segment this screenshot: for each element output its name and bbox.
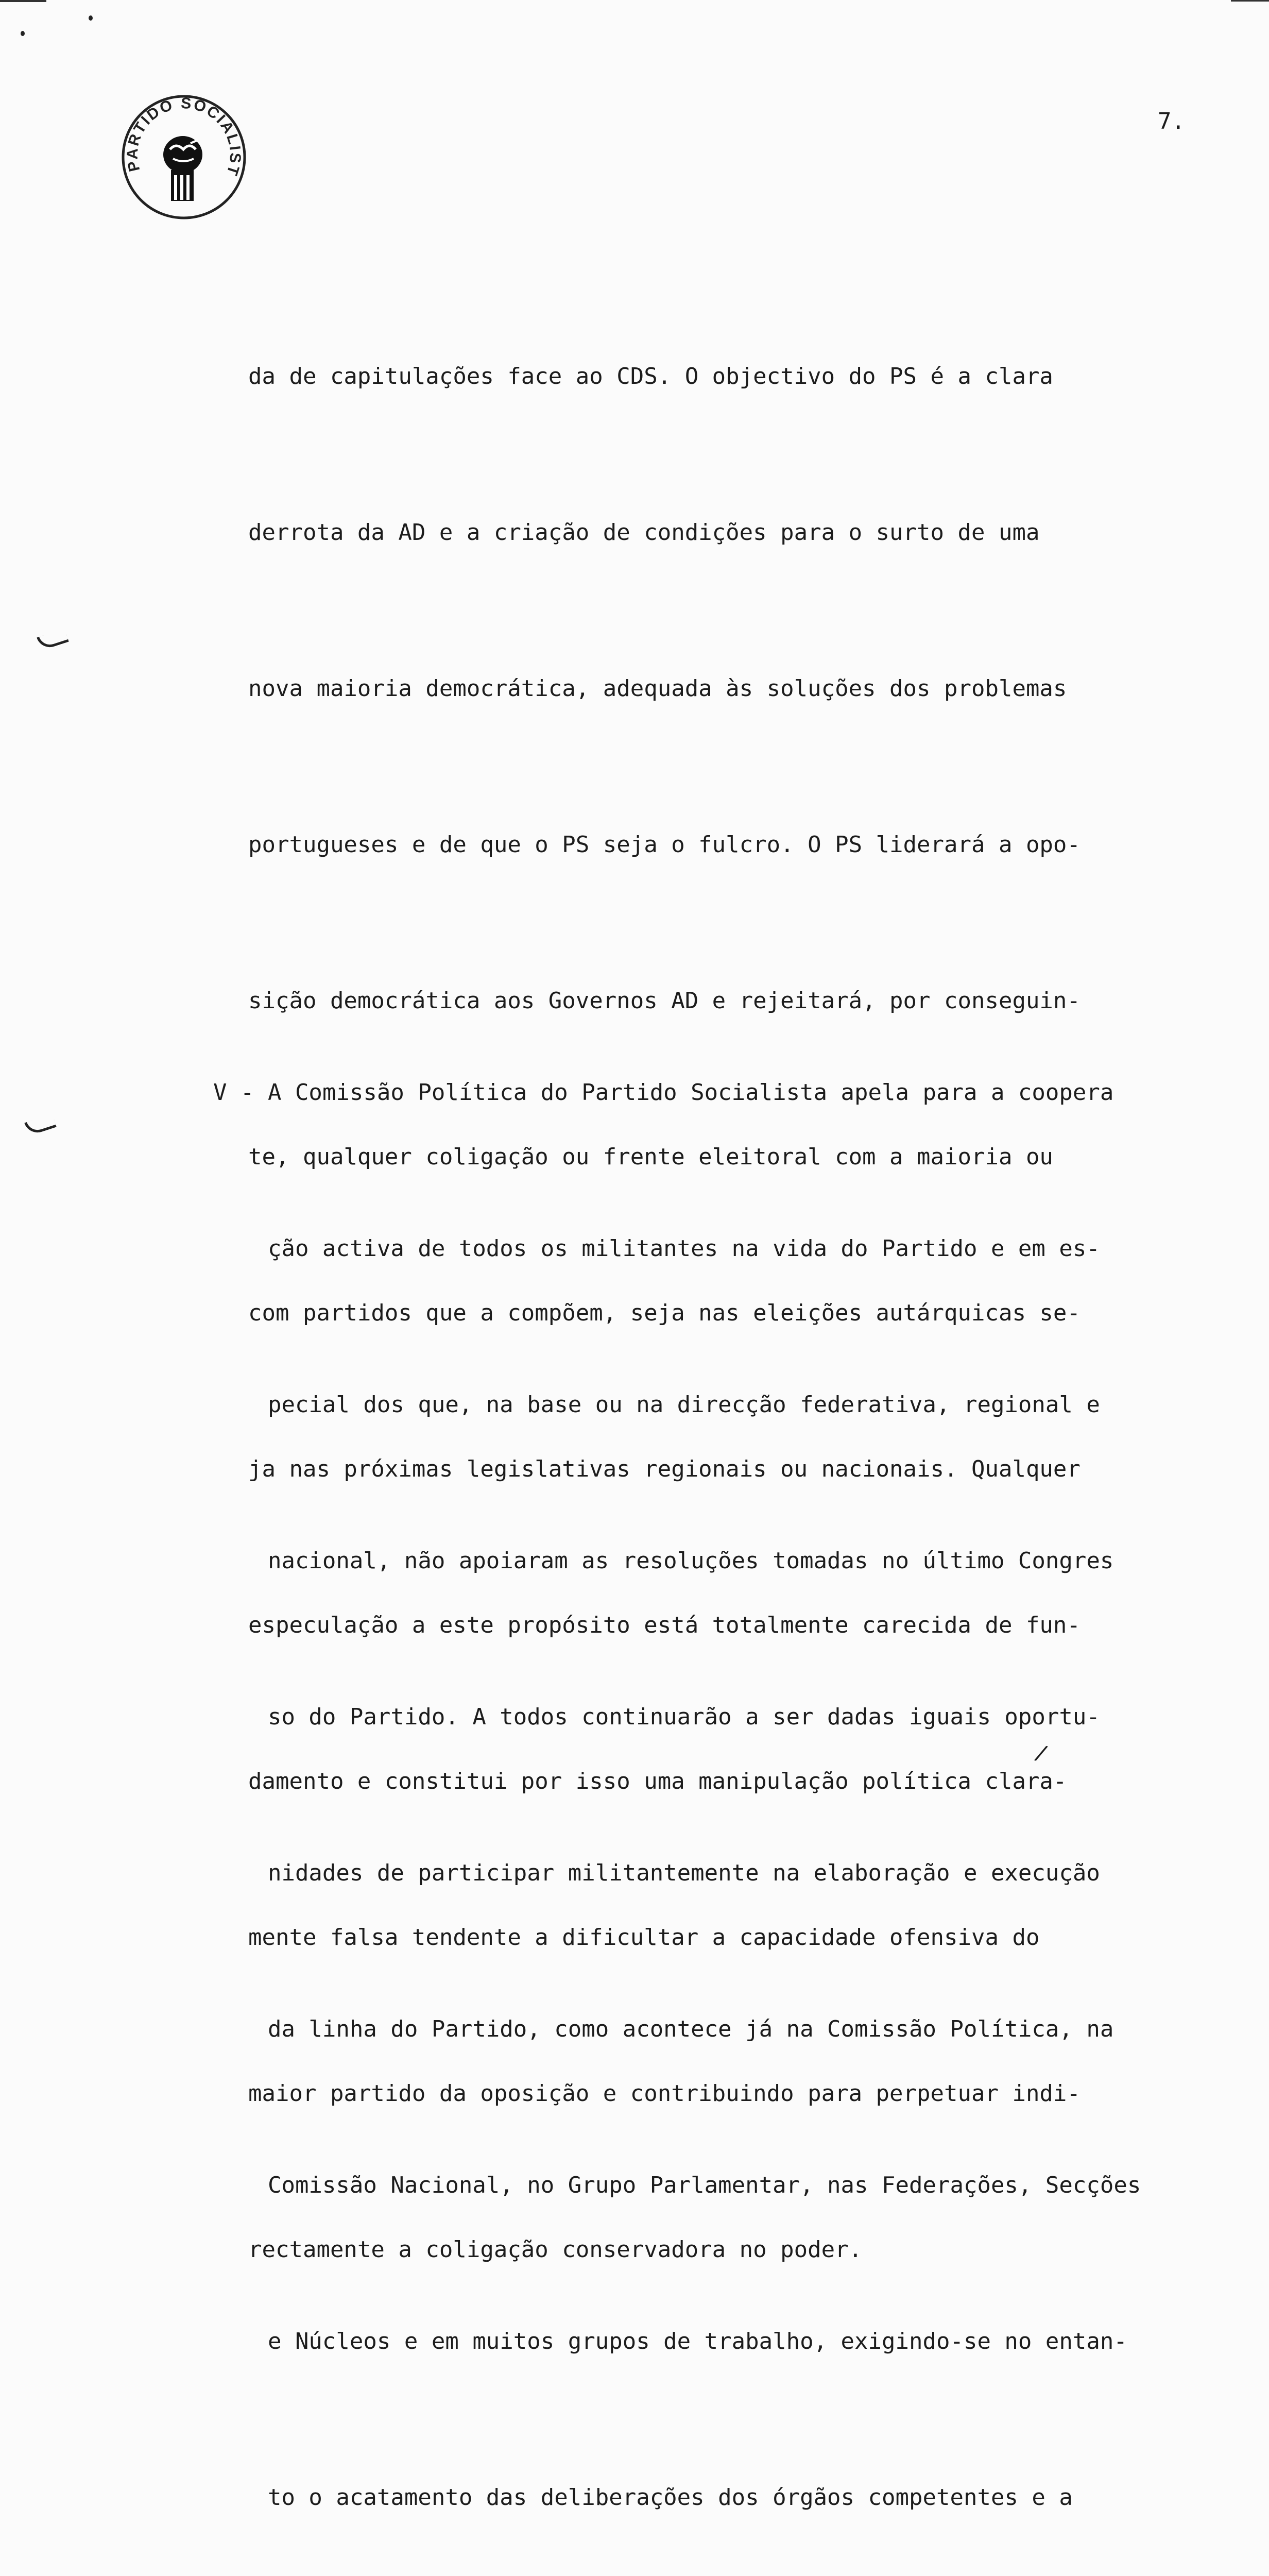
- text-line: Comissão Nacional, no Grupo Parlamentar, nas Federações, Secções: [213, 2172, 1141, 2198]
- section-v-paragraph: [213, 962, 1141, 2576]
- text-line: pecial dos que, na base ou na direcção federativa, regional e: [213, 1392, 1100, 1418]
- section-v-heading-line: V - A Comissão Política do Partido Socialista apela para a coopera: [213, 1079, 1114, 1106]
- text-line: da de capitulações face ao CDS. O objectivo do PS é a clara: [248, 363, 1053, 389]
- scan-edge: [0, 0, 46, 2]
- page-number: 7.: [1158, 108, 1185, 134]
- text-line: so do Partido. A todos continuarão a ser dadas iguais oportu-: [213, 1704, 1100, 1730]
- text-line: nova maioria democrática, adequada às soluções dos problemas: [248, 675, 1067, 702]
- text-line: rectamente a coligação conservadora no poder.: [248, 2236, 863, 2263]
- text-line: maior partido da oposição e contribuindo para perpetuar indi-: [248, 2080, 1081, 2107]
- text-line: mente falsa tendente a dificultar a capacidade ofensiva do: [248, 1924, 1040, 1951]
- scan-speck: [21, 31, 25, 36]
- text-line: sição democrática aos Governos AD e rejeitará, por conseguin-: [248, 988, 1081, 1014]
- text-line: nacional, não apoiaram as resoluções tomadas no último Congres: [213, 1548, 1114, 1574]
- text-line: da linha do Partido, como acontece já na Comissão Política, na: [213, 2016, 1114, 2042]
- scan-edge: [1231, 0, 1269, 2]
- margin-bracket-mark: [24, 1114, 57, 1136]
- text-line: damento e constitui por isso uma manipulação política clara-: [248, 1768, 1067, 1794]
- margin-bracket-mark: [37, 629, 69, 651]
- text-line: to o acatamento das deliberações dos órgãos competentes e a: [213, 2484, 1073, 2511]
- text-line: com partidos que a compõem, seja nas eleições autárquicas se-: [248, 1300, 1081, 1326]
- scan-speck: [89, 15, 93, 21]
- text-line: derrota da AD e a criação de condições para o surto de uma: [248, 519, 1040, 546]
- pen-tick-mark: /: [1032, 1740, 1051, 1767]
- text-line: especulação a este propósito está totalmente carecida de fun-: [248, 1612, 1081, 1638]
- text-line: nidades de participar militantemente na elaboração e execução: [213, 1860, 1100, 1886]
- fist-icon: [163, 136, 202, 201]
- text-line: te, qualquer coligação ou frente eleitoral com a maioria ou: [248, 1144, 1053, 1170]
- text-line: ção activa de todos os militantes na vida do Partido e em es-: [213, 1235, 1100, 1262]
- text-line: e Núcleos e em muitos grupos de trabalho, exigindo-se no entan-: [213, 2328, 1127, 2354]
- party-logo-seal: [119, 93, 248, 222]
- text-line: portugueses e de que o PS seja o fulcro. O PS liderará a opo-: [248, 832, 1081, 858]
- text-line: ja nas próximas legislativas regionais ou nacionais. Qualquer: [248, 1456, 1081, 1482]
- logo-text: PARTIDO SOCIALIST: [124, 94, 244, 178]
